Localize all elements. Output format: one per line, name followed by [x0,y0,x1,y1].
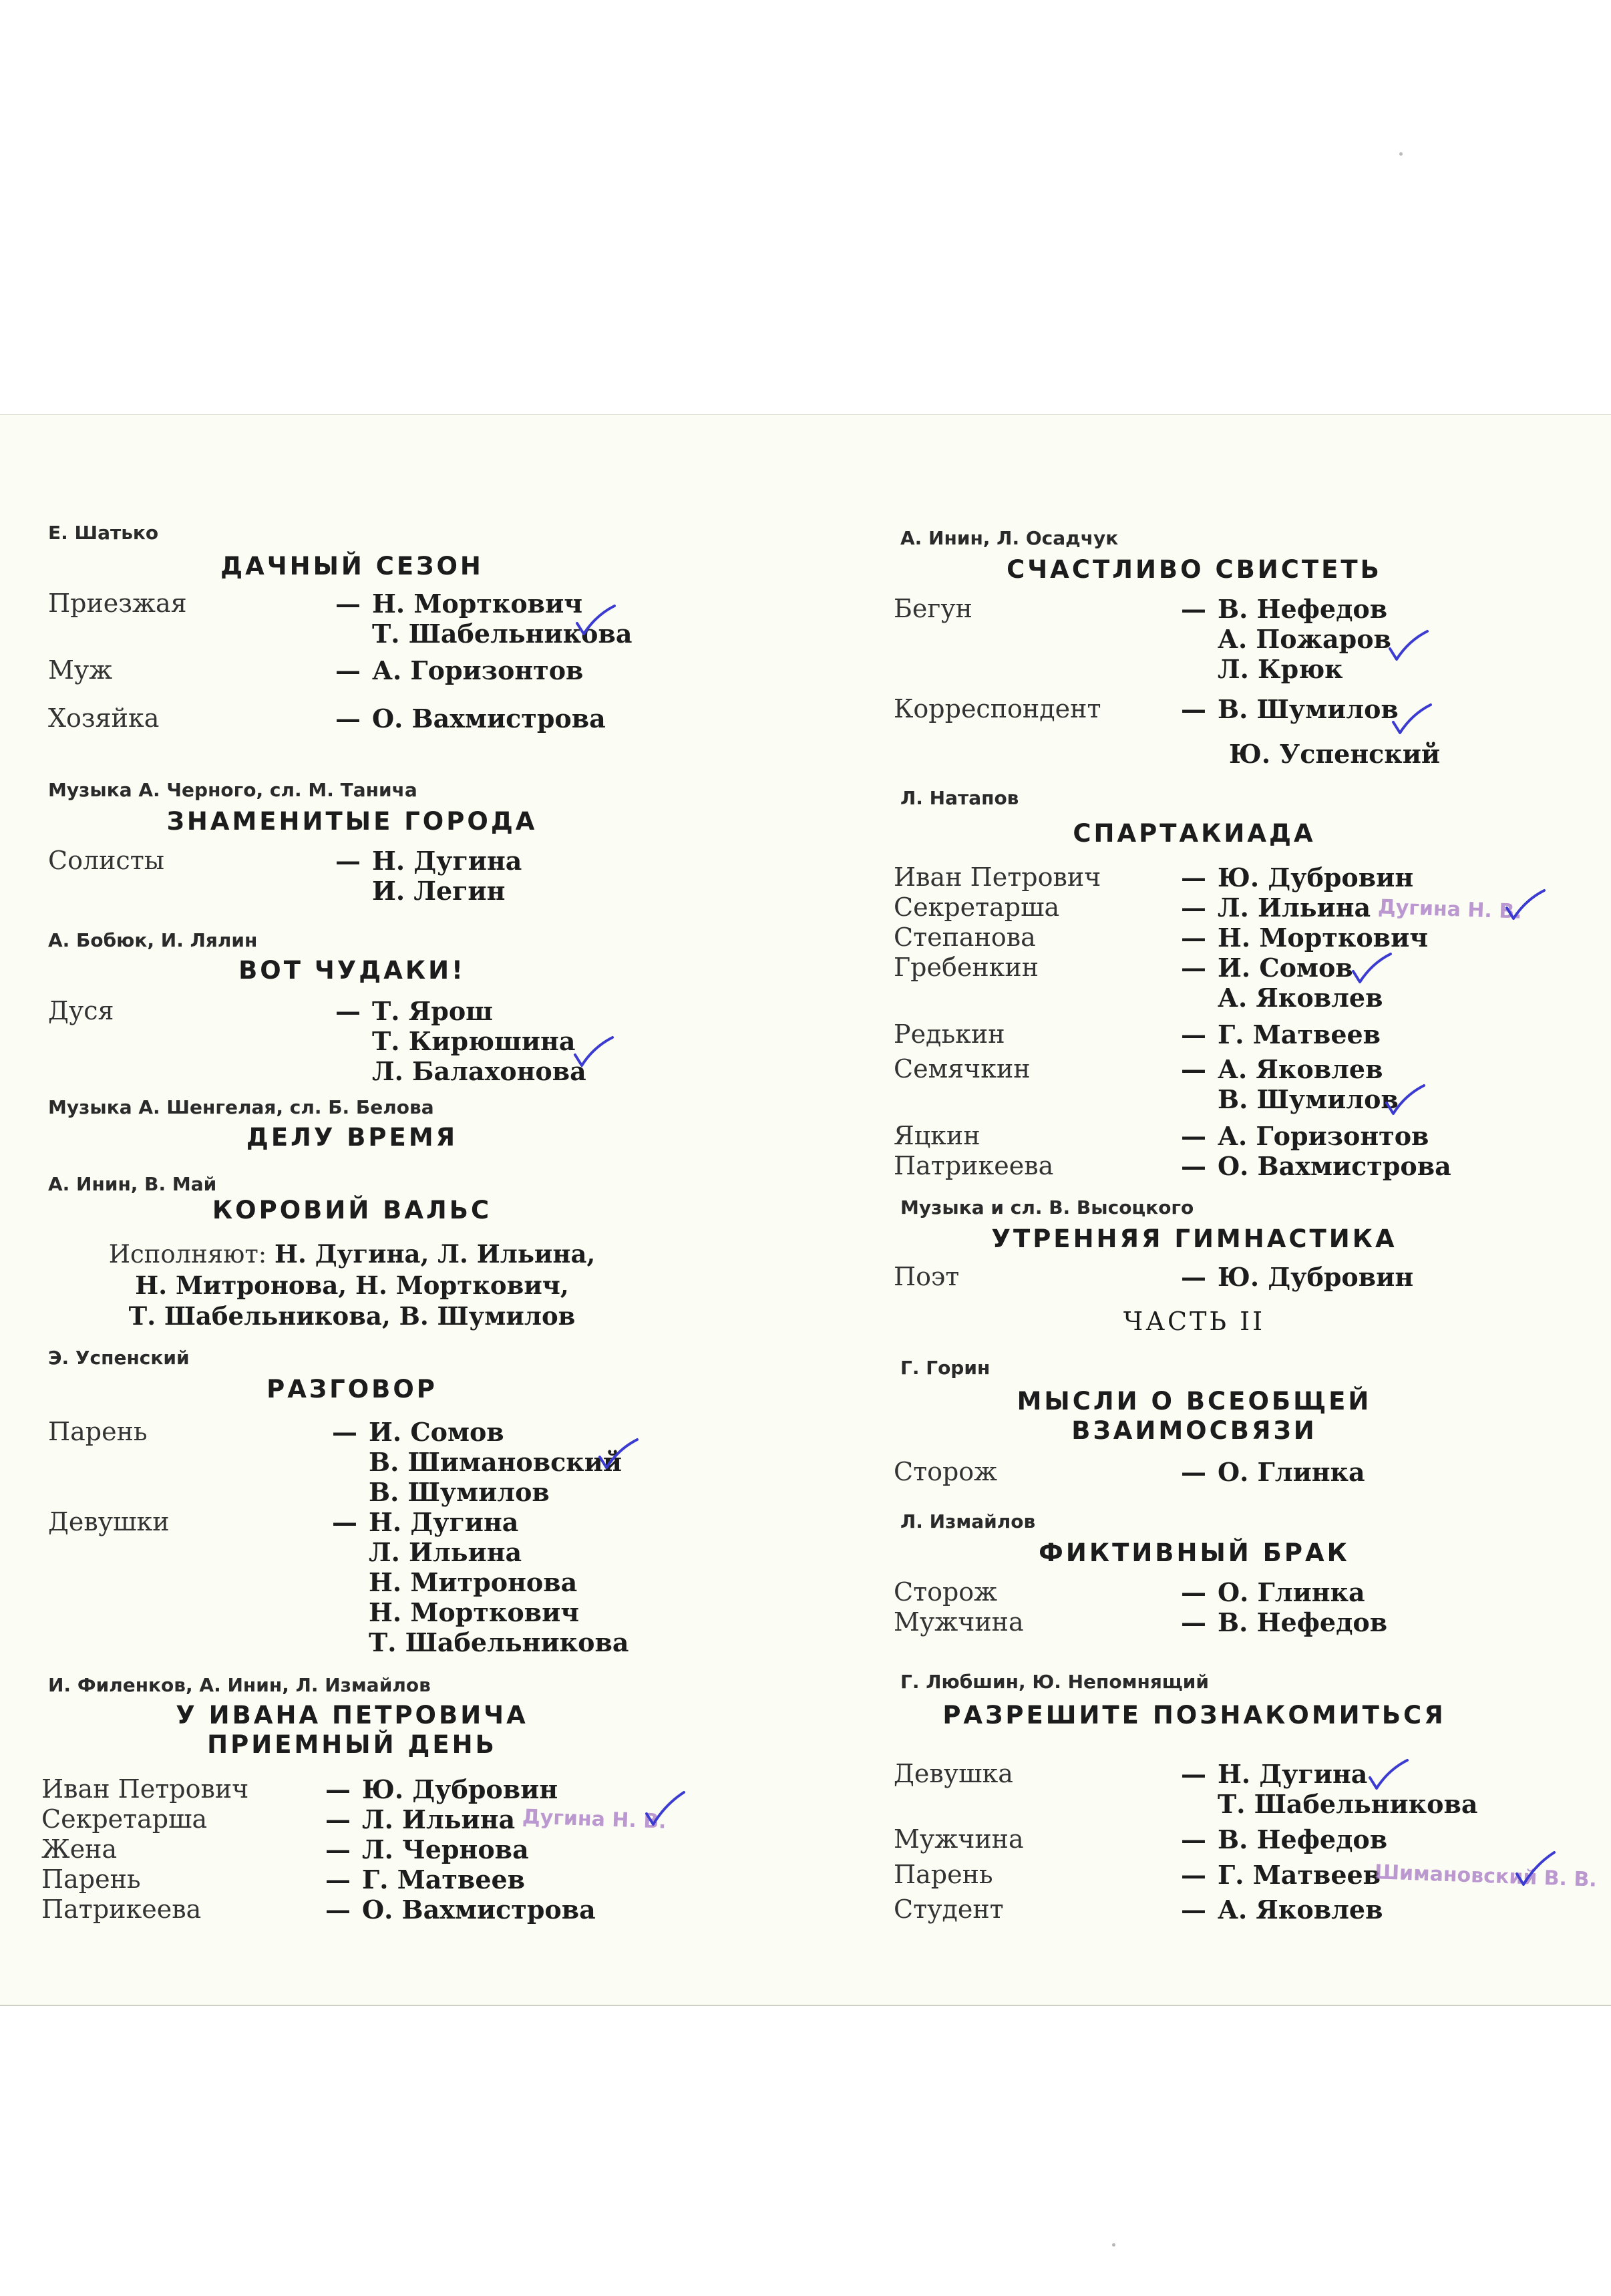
actor-list [1218,1860,1381,1890]
role-name: Девушки [48,1507,170,1536]
actor-name: А. Яковлев [1218,983,1383,1013]
dash: — [1181,1054,1206,1084]
actor-name: Н. Морткович [369,1597,580,1627]
dash: — [1181,1824,1206,1854]
actor-name: А. Яковлев [1218,1054,1383,1084]
cast-row [41,846,663,906]
actor-name: В. Шимановский [369,1447,622,1477]
actor-list [362,1804,515,1834]
check-mark-icon [643,1791,689,1831]
actor-name: В. Нефедов [1218,1607,1388,1637]
actor-name: Н. Митронова [369,1567,578,1597]
actor-list [1218,892,1371,923]
actor-name: Н. Дугина [369,1507,519,1537]
role-name: Парень [894,1860,993,1889]
role-name: Семячкин [894,1054,1031,1084]
dash: — [335,655,361,685]
actor-name: Н. Морткович [372,589,583,619]
check-mark-icon [1513,1851,1560,1891]
dash: — [1181,892,1206,923]
actor-name: В. Нефедов [1218,594,1388,624]
cast-row [41,655,663,686]
actor-name: Т. Шабельникова [1218,1789,1478,1819]
dash: — [325,1864,351,1895]
cast-row [41,996,663,1086]
role-name: Патрикеева [894,1151,1054,1180]
role-name: Приезжая [48,589,187,618]
cast-row [894,1151,1495,1182]
performers-line: Н. Митронова, Н. Морткович, [135,1271,569,1300]
performers-paragraph [41,1239,663,1331]
cast-row [894,953,1495,1013]
name-stamp: Дугина Н. В. [1377,895,1523,924]
actor-list [1218,1262,1413,1292]
piece-title: ФИКТИВНЫЙ БРАК [1039,1538,1350,1567]
dash: — [1181,1151,1206,1181]
dash: — [1181,1121,1206,1151]
actor-name: О. Вахмистрова [362,1895,596,1925]
piece-author: Музыка и сл. В. Высоцкого [900,1196,1194,1218]
check-mark-icon [1366,1758,1413,1798]
cast-row [894,1824,1495,1855]
scan-speck [1399,152,1403,156]
role-name: Муж [48,655,113,685]
actor-name: Т. Шабельникова [372,619,633,649]
actor-list [372,996,586,1086]
piece-title: КОРОВИЙ ВАЛЬС [212,1196,492,1224]
piece-title: СПАРТАКИАДА [1073,819,1316,848]
piece-title: ДЕЛУ ВРЕМЯ [246,1123,458,1152]
actor-name: Н. Морткович [1218,923,1429,953]
actor-name: В. Шумилов [1218,694,1399,724]
actor-name: А. Пожаров [1218,624,1391,654]
check-mark-icon [573,603,620,643]
actor-list [372,655,583,685]
dash: — [1181,953,1206,983]
role-name: Степанова [894,923,1036,952]
actor-list [1218,1121,1429,1151]
piece-title: УТРЕННЯЯ ГИМНАСТИКА [991,1224,1397,1253]
piece-title: У ИВАНА ПЕТРОВИЧА ПРИЕМНЫЙ ДЕНЬ [176,1701,528,1759]
piece-author: А. Инин, В. Май [48,1173,217,1195]
piece-title: ДАЧНЫЙ СЕЗОН [220,552,484,581]
actor-name: Л. Ильина [362,1804,516,1834]
role-name: Студент [894,1895,1004,1924]
piece-title: РАЗГОВОР [266,1375,437,1404]
actor-name: В. Шумилов [369,1477,550,1507]
actor-name: Г. Матвеев [1218,1860,1381,1890]
role-name: Иван Петрович [894,862,1101,892]
actor-name: Ю. Дубровин [362,1774,558,1804]
cast-row [41,1417,663,1507]
piece-title: МЫСЛИ О ВСЕОБЩЕЙ ВЗАИМОСВЯЗИ [1017,1387,1372,1445]
part-title: ЧАСТЬ II [1123,1307,1266,1336]
actor-name: В. Нефедов [1218,1824,1388,1854]
piece-author: Л. Натапов [900,787,1019,809]
cast-row [41,1774,663,1805]
piece-author: Музыка А. Шенгелая, сл. Б. Белова [48,1096,434,1118]
role-name: Мужчина [894,1824,1024,1854]
piece-author: Е. Шатько [48,522,159,544]
actor-name: Л. Ильина [1218,892,1371,923]
role-name: Редькин [894,1019,1005,1049]
actor-list [1218,1054,1399,1114]
actor-list [1218,1457,1365,1487]
role-name: Мужчина [894,1607,1024,1637]
role-name: Секретарша [41,1804,208,1834]
cast-row [894,1262,1495,1293]
cast-row [894,1895,1495,1925]
cast-row [41,1864,663,1895]
piece-title: СЧАСТЛИВО СВИСТЕТЬ [1007,555,1382,584]
actor-list [1218,1759,1477,1819]
dash: — [325,1804,351,1834]
role-name: Парень [48,1417,148,1446]
actor-list [1218,1019,1381,1049]
role-name: Дуся [48,996,114,1025]
dash: — [1181,594,1206,624]
piece-author: А. Бобюк, И. Лялин [48,929,258,951]
dash: — [332,1507,357,1537]
dash: — [335,589,361,619]
role-name: Яцкин [894,1121,980,1150]
actor-name: В. Шумилов [1218,1084,1399,1114]
cast-row [894,1019,1495,1050]
actor-list [1218,1151,1451,1181]
actor-name: А. Горизонтов [372,655,584,685]
check-mark-icon [1386,629,1433,669]
dash: — [332,1417,357,1447]
piece-author: И. Филенков, А. Инин, Л. Измайлов [48,1674,431,1696]
actor-name: О. Вахмистрова [1218,1151,1451,1181]
actor-list [1218,594,1391,684]
dash: — [335,996,361,1026]
cast-row [894,862,1495,893]
cast-row [894,1577,1495,1608]
dash: — [1181,1019,1206,1049]
actor-list [369,1507,629,1657]
dash: — [325,1834,351,1864]
actor-name: А. Горизонтов [1218,1121,1429,1151]
dash: — [1181,694,1206,724]
role-name: Сторож [894,1457,998,1486]
dash: — [1181,862,1206,892]
cast-row [41,1507,663,1657]
piece-author: Музыка А. Черного, сл. М. Танича [48,779,417,801]
check-mark-icon [1383,1083,1429,1123]
cast-row [894,1054,1495,1114]
piece-title: ЗНАМЕНИТЫЕ ГОРОДА [166,807,538,836]
role-name: Поэт [894,1262,960,1291]
piece-author: Э. Успенский [48,1347,190,1369]
actor-list [362,1895,596,1925]
actor-name: Г. Матвеев [1218,1019,1381,1049]
cast-row [894,1607,1495,1638]
cast-row [41,589,663,649]
actor-list [1218,1895,1383,1925]
actor-name: Л. Чернова [362,1834,529,1864]
performers-line: Т. Шабельникова, В. Шумилов [128,1301,576,1331]
actor-list [362,1834,529,1864]
dash: — [335,703,361,733]
role-name: Корреспондент [894,694,1101,723]
name-stamp: Дугина Н. В. [522,1805,667,1834]
role-name: Хозяйка [48,703,160,733]
actor-list [362,1864,525,1895]
dash: — [1181,1759,1206,1789]
dash: — [1181,1860,1206,1890]
actor-name: Ю. Дубровин [1218,862,1414,892]
actor-list [369,1417,622,1507]
dash: — [325,1774,351,1804]
actor-name: Ю. Дубровин [1218,1262,1414,1292]
check-mark-icon [596,1437,643,1477]
dash: — [1181,1457,1206,1487]
dash: — [325,1895,351,1925]
actor-name: Л. Балахонова [372,1056,586,1086]
role-name: Секретарша [894,892,1060,922]
actor-name: Т. Кирюшина [372,1026,576,1056]
role-name: Патрикеева [41,1895,202,1924]
piece-title: РАЗРЕШИТЕ ПОЗНАКОМИТЬСЯ [942,1701,1446,1730]
piece-author: А. Инин, Л. Осадчук [900,527,1119,549]
actor-name: О. Глинка [1218,1577,1365,1607]
actor-name: О. Вахмистрова [372,703,606,733]
scan-speck [1112,2243,1115,2247]
role-name: Парень [41,1864,141,1894]
actor-name: Н. Дугина [372,846,522,876]
actor-list [362,1774,558,1804]
dash: — [335,846,361,876]
role-name: Гребенкин [894,953,1039,982]
cast-row [894,1121,1495,1152]
actor-name: О. Глинка [1218,1457,1365,1487]
actor-name: Н. Дугина [1218,1759,1368,1789]
actor-list [372,846,522,906]
actor-list [1218,1607,1387,1637]
actor-name: А. Яковлев [1218,1895,1383,1925]
check-mark-icon [1389,702,1436,742]
piece-author-signature: Ю. Успенский [1229,739,1441,769]
actor-list [1218,694,1399,724]
cast-row [894,923,1495,953]
piece-author: Г. Любшин, Ю. Непомнящий [900,1671,1209,1693]
role-name: Девушка [894,1759,1013,1788]
actor-name: Т. Шабельникова [369,1627,629,1657]
name-stamp: Шимановский В. В. [1374,1860,1598,1892]
cast-row [41,703,663,734]
piece-author: Г. Горин [900,1357,991,1379]
check-mark-icon [571,1035,618,1075]
role-name: Бегун [894,594,973,623]
actor-name: Г. Матвеев [362,1864,526,1895]
actor-list [1218,1824,1387,1854]
cast-row [894,594,1495,684]
piece-author: Л. Измайлов [900,1510,1036,1532]
actor-list [1218,862,1413,892]
actor-list [1218,923,1428,953]
cast-row [41,1834,663,1865]
actor-list [1218,1577,1365,1607]
actor-name: Л. Крюк [1218,654,1343,684]
cast-row [894,1457,1495,1488]
piece-title: ВОТ ЧУДАКИ! [238,956,466,985]
performers-line: Н. Дугина, Л. Ильина, [275,1239,596,1269]
dash: — [1181,1577,1206,1607]
actor-list [372,703,606,733]
actor-name: Л. Ильина [369,1537,522,1567]
role-name: Сторож [894,1577,998,1607]
role-name: Жена [41,1834,118,1864]
check-mark-icon [1349,951,1396,991]
program-sheet [0,414,1611,2006]
role-name: Иван Петрович [41,1774,249,1804]
actor-name: И. Сомов [369,1417,504,1447]
actor-name: И. Сомов [1218,953,1353,983]
role-name: Солисты [48,846,164,875]
cast-row [41,1895,663,1925]
dash: — [1181,923,1206,953]
actor-name: Т. Ярош [372,996,494,1026]
dash: — [1181,1607,1206,1637]
actor-name: И. Легин [372,876,506,906]
dash: — [1181,1262,1206,1292]
performers-lead: Исполняют: [108,1240,267,1269]
check-mark-icon [1503,888,1550,928]
dash: — [1181,1895,1206,1925]
